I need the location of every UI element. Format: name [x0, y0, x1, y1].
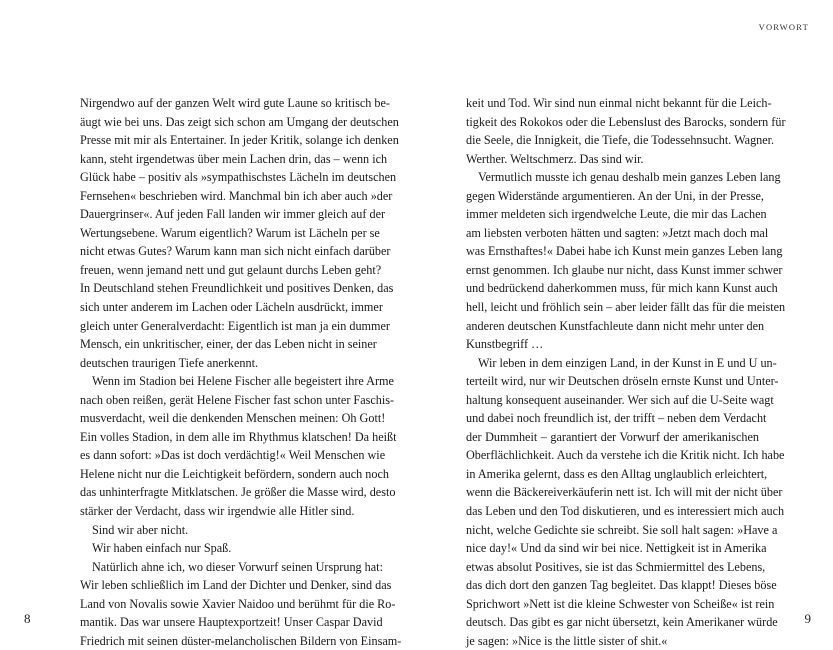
text-line: und bedrückend daherkommen muss, für mich kann Kunst auch [466, 281, 778, 296]
text-line: Glück habe – positiv als »sympathischstes Lächeln im deutschen [80, 170, 397, 185]
text-line: Wenn im Stadion bei Helene Fischer alle begeistert ihre Arme [92, 374, 394, 389]
right-page-text [466, 94, 786, 650]
text-line: stärker der Verdacht, dass wir irgendwie alle Hitler sind. [80, 504, 355, 519]
text-line: Wir leben schließlich im Land der Dichter und Denker, sind das [80, 578, 392, 593]
text-line: Land von Novalis sowie Xavier Naidoo und berühmt für die Ro- [80, 596, 396, 611]
text-line: das Leben und den Tod diskutieren, und es interessiert mich auch [466, 504, 785, 519]
text-line: deutsch. Das gibt es gar nicht übersetzt, kein Amerikaner würde [466, 615, 778, 630]
text-line: sich unter anderem im Lachen oder Lächeln ausdrückt, immer [80, 300, 383, 315]
text-line: hell, leicht und fröhlich sein – aber leider fällt das für die meisten [466, 300, 786, 315]
text-line: Kunstbegriff … [466, 337, 544, 352]
text-line: musverdacht, weil die denkenden Menschen meinen: Oh Gott! [80, 411, 386, 426]
text-line: immer meldeten sich irgendwelche Leute, die mir das Lachen [466, 207, 767, 222]
text-line: Mensch, ein unkritischer, einer, der das Leben nicht in seiner [80, 337, 377, 352]
page-number: 9 [804, 611, 811, 626]
right-page [416, 0, 833, 648]
text-line: Ein volles Stadion, in dem alle im Rhythmus klatschen! Da heißt [80, 429, 397, 444]
text-line: kann, steht irgendetwas über mein Lachen drin, das – wenn ich [80, 151, 388, 166]
text-line: Friedrich mit seinen düster-melancholischen Bildern von Einsam- [80, 633, 402, 648]
text-line: nicht, welche Gedichte sie schreibt. Sie soll halt sagen: »Have a [466, 522, 778, 537]
text-line: haltung konsequent auseinander. Wer sich auf die U-Seite wagt [466, 392, 774, 407]
text-line: nice day!« Und da sind wir bei nice. Nettigkeit ist in Amerika [466, 541, 767, 556]
text-line: Presse mit mir als Entertainer. In jeder Kritik, solange ich denken [80, 133, 399, 148]
text-line: Dauergrinser«. Auf jeden Fall landen wir immer gleich auf der [80, 207, 386, 222]
text-line: was Ernsthaftes!« Dabei habe ich Kunst mein ganzes Leben lang [466, 244, 783, 259]
left-page [0, 0, 416, 648]
text-line: In Deutschland stehen Freundlichkeit und positives Denken, das [80, 281, 394, 296]
text-line: Sind wir aber nicht. [92, 522, 189, 537]
text-line: wenn die Bäckereiverkäuferin nett ist. Ich will mit der nicht über [466, 485, 783, 500]
page-number: 8 [24, 611, 31, 626]
text-line: Wir leben in dem einzigen Land, in der Kunst in E und U un- [478, 355, 777, 370]
text-line: Wir haben einfach nur Spaß. [92, 541, 232, 556]
text-line: in Amerika gelernt, dass es den Alltag unglaublich erleichtert, [466, 466, 768, 481]
text-line: terteilt wird, nur wir Deutschen dröseln ernste Kunst und Unter- [466, 374, 779, 389]
text-line: es dann sofort: »Das ist doch verdächtig!« Weil Menschen wie [80, 448, 386, 463]
text-line: der Dummheit – garantiert der Vorwurf der amerikanischen [466, 429, 759, 444]
text-line: je sagen: »Nice is the little sister of shit.« [466, 633, 668, 648]
text-line: die Seele, die Innigkeit, die Tiefe, die Todessehnsucht. Wagner. [466, 133, 775, 148]
text-line: das unhinterfragte Mitklatschen. Je größer die Masse wird, desto [80, 485, 396, 500]
left-page-text [80, 94, 402, 650]
text-line: Sprichwort »Nett ist die kleine Schwester von Scheiße« ist rein [466, 596, 775, 611]
text-line: mantik. Das war unsere Hauptexportzeit! Unser Caspar David [80, 615, 383, 630]
text-line: äugt wie bei uns. Das zeigt sich schon am Umgang der deutschen [80, 114, 399, 129]
text-line: Helene nicht nur die Leichtigkeit befördern, sondern auch noch [80, 466, 389, 481]
text-line: Nirgendwo auf der ganzen Welt wird gute Laune so kritisch be- [80, 96, 390, 110]
text-line: nach oben reißen, gerät Helene Fischer fast schon unter Faschis- [80, 392, 395, 407]
text-line: Wertungsebene. Warum eigentlich? Warum ist Lächeln per se [80, 225, 380, 240]
text-line: ernst genommen. Ich glaube nur nicht, dass Kunst immer schwer [466, 262, 783, 277]
text-line: tigkeit des Rokokos oder die Lebenslust des Barocks, sondern für [466, 114, 786, 129]
text-line: Natürlich ahne ich, wo dieser Vorwurf seinen Ursprung hat: [92, 559, 383, 574]
text-line: gleich unter Generalverdacht: Eigentlich ist man ja ein dummer [80, 318, 390, 333]
text-line: etwas absolut Positives, sie ist das Schmiermittel des Lebens, [466, 559, 766, 574]
text-line: das dich dort den ganzen Tag begleitet. Das klappt! Dieses böse [466, 578, 777, 593]
text-line: keit und Tod. Wir sind nun einmal nicht bekannt für die Leich- [466, 96, 772, 110]
text-line: freuen, wenn jemand nett und gut gelaunt durchs Leben geht? [80, 262, 382, 277]
text-line: Oberflächlichkeit. Auch da verstehe ich die Kritik nicht. Ich habe [466, 448, 785, 463]
text-line: Fernsehen« beschrieben wird. Manchmal bin ich aber auch »der [80, 188, 393, 203]
text-line: gegen Widerstände argumentieren. An der Uni, in der Presse, [466, 188, 764, 203]
text-line: am liebsten verboten hätten und sagten: »Jetzt mach doch mal [466, 225, 769, 240]
text-line: und dabei noch freundlich ist, der trifft – neben dem Verdacht [466, 411, 767, 426]
text-line: deutschen traurigen Tiefe anerkennt. [80, 355, 259, 370]
text-line: Vermutlich musste ich genau deshalb mein ganzes Leben lang [478, 170, 781, 185]
text-line: anderen deutschen Kunstfachleute dann nicht mehr unter den [466, 318, 765, 333]
running-head: VORWORT [758, 22, 809, 32]
text-line: Werther. Weltschmerz. Das sind wir. [466, 151, 644, 166]
text-line: nicht etwas Gutes? Warum kann man sich nicht einfach darüber [80, 244, 391, 259]
